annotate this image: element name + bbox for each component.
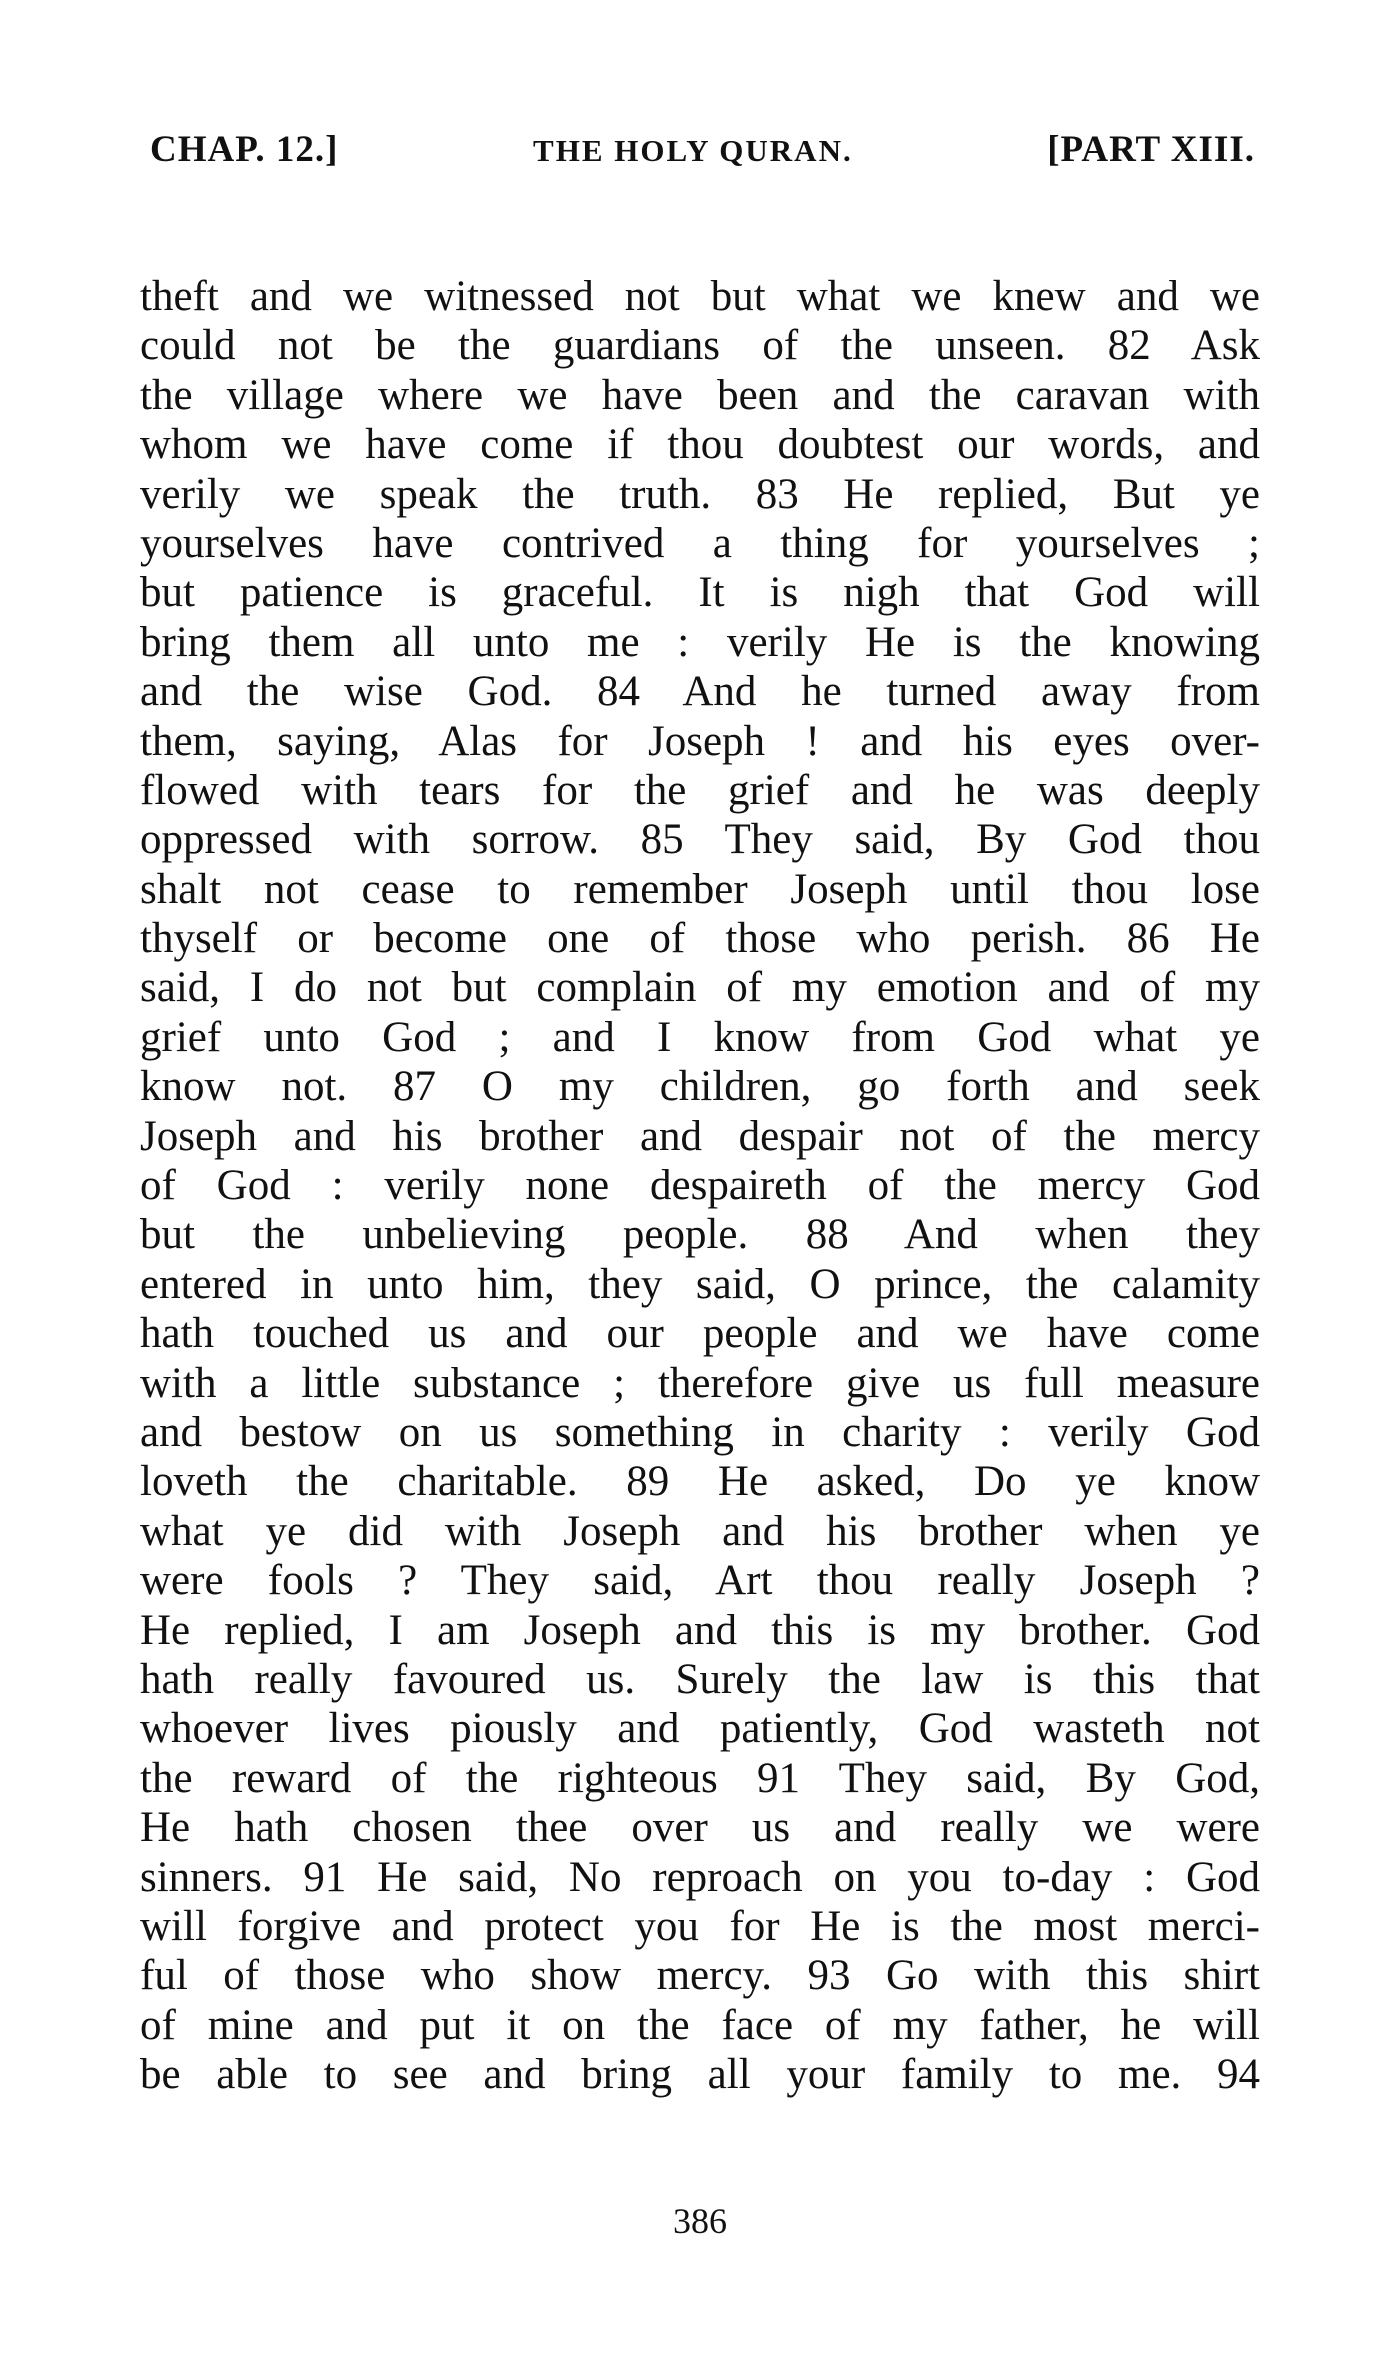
text-line: with a little substance ; therefore give us full measure — [140, 1359, 1260, 1407]
text-line: were fools ? They said, Art thou really Joseph ? — [140, 1557, 1260, 1605]
running-head — [150, 128, 1255, 178]
text-line: yourselves have contrived a thing for yourselves ; — [140, 519, 1260, 567]
text-line: oppressed with sorrow. 85 They said, By God thou — [140, 816, 1260, 864]
text-line: hath really favoured us. Surely the law is this that — [140, 1655, 1260, 1703]
text-line: and the wise God. 84 And he turned away from — [140, 668, 1260, 716]
part-label: [PART XIII. — [1047, 129, 1255, 170]
text-line: what ye did with Joseph and his brother when ye — [140, 1507, 1260, 1555]
text-line: thyself or become one of those who perish. 86 He — [140, 915, 1260, 963]
text-line: sinners. 91 He said, No reproach on you to-day : God — [140, 1853, 1260, 1901]
text-line: but the unbelieving people. 88 And when they — [140, 1211, 1260, 1259]
text-line: verily we speak the truth. 83 He replied, But ye — [140, 470, 1260, 518]
text-line: whoever lives piously and patiently, God wasteth not — [140, 1705, 1260, 1753]
body-text — [140, 272, 1260, 2099]
text-line: ful of those who show mercy. 93 Go with this shirt — [140, 1952, 1260, 2000]
text-line: could not be the guardians of the unseen. 82 Ask — [140, 322, 1260, 370]
text-line: will forgive and protect you for He is the most merci- — [140, 1902, 1260, 1950]
text-line: but patience is graceful. It is nigh that God will — [140, 569, 1260, 617]
text-line: be able to see and bring all your family to me. 94 — [140, 2051, 1260, 2099]
text-line: said, I do not but complain of my emotion and of my — [140, 964, 1260, 1012]
text-line: loveth the charitable. 89 He asked, Do ye know — [140, 1458, 1260, 1506]
text-line: whom we have come if thou doubtest our words, and — [140, 421, 1260, 469]
text-line: and bestow on us something in charity : verily God — [140, 1408, 1260, 1456]
text-line: of mine and put it on the face of my father, he will — [140, 2001, 1260, 2049]
text-line: flowed with tears for the grief and he was deeply — [140, 766, 1260, 814]
text-line: know not. 87 O my children, go forth and seek — [140, 1063, 1260, 1111]
text-line: hath touched us and our people and we have come — [140, 1310, 1260, 1358]
text-line: entered in unto him, they said, O prince, the calamity — [140, 1260, 1260, 1308]
text-line: grief unto God ; and I know from God what ye — [140, 1013, 1260, 1061]
text-line: the village where we have been and the caravan with — [140, 371, 1260, 419]
text-line: He hath chosen thee over us and really we were — [140, 1804, 1260, 1852]
text-line: them, saying, Alas for Joseph ! and his eyes over- — [140, 717, 1260, 765]
text-line: theft and we witnessed not but what we knew and we — [140, 273, 1260, 320]
text-line: He replied, I am Joseph and this is my brother. God — [140, 1606, 1260, 1654]
chapter-label: CHAP. 12.] — [150, 129, 339, 170]
text-line: the reward of the righteous 91 They said, By God, — [140, 1754, 1260, 1802]
page-number: 386 — [673, 2201, 727, 2241]
text-line: Joseph and his brother and despair not of the mercy — [140, 1112, 1260, 1160]
text-line: bring them all unto me : verily He is the knowing — [140, 618, 1260, 666]
text-line: shalt not cease to remember Joseph until thou lose — [140, 865, 1260, 913]
text-line: of God : verily none despaireth of the mercy God — [140, 1162, 1260, 1210]
book-title: THE HOLY QURAN. — [533, 133, 853, 168]
